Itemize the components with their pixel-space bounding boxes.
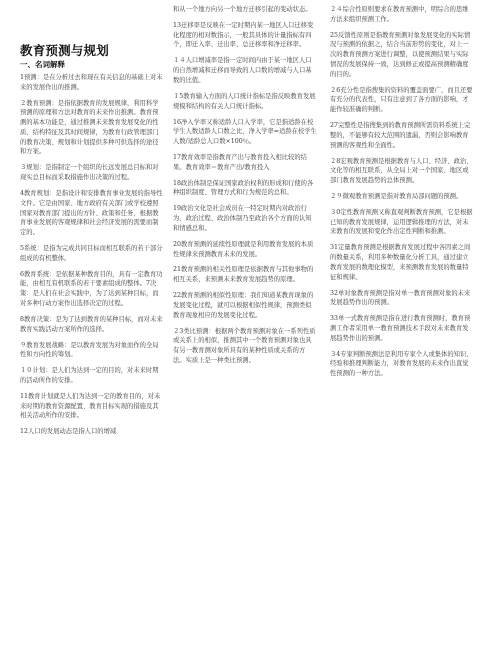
definition-paragraph: １４人口增减率是指一定时间内由于某一地区人口的自然增减和迁移而导致的人口数的增减与人口基数的比值。 [173,57,312,84]
definition-paragraph: ３规划：是指制定一个组织的长远发展总目标和对现实总目标而采取措施作出决策的过程。 [20,164,159,182]
definition-paragraph: 6教育系统：是依据某种教育目的，具有一定教育功能，由相互有机联系的若干要素组成的整体。7决策：是人们在社会实践中，为了达到某种目标，而对多种行动方案作出选择决定的过程。 [20,270,163,307]
definition-paragraph: ３0定性教育预测又称直观判断教育预测，它是根据已知的教育发展规律，运用逻辑推理的方法，对未来教育的发展和变化作出定性判断和推测。 [330,208,473,236]
definition-paragraph: 19政治文化是社会成员在一特定时期内对政治行为、政治过程、政治体制乃至政治各个方面的认知和情感总和。 [173,205,312,232]
definition-paragraph: 21教育预测的相关性原理是依据教育与其他事物的相互关系，来预测未来教育发展趋势的原理。 [173,266,314,284]
definition-paragraph: 22教育预测的相似性原理：我们知道某教育现象的发展变化过程，就可以根据相似性规律，预测类似教育现象相应的发展变化过程。 [173,292,314,319]
definition-paragraph: 和从一个地方向另一个地方迁移引起的变动状态。 [173,6,312,13]
definition-paragraph: 5系统：是指为完成共同目标而相互联系的若干部分组成的有机整体。 [20,245,163,262]
definition-paragraph: 31定量教育预测是根据教育发展过程中各因素之间的数量关系，利用多种数量化分析工具，通过建立教育发展的数理化模型，来预测教育发展的数量特征和规律。 [330,244,471,281]
definition-paragraph: １5教育输入方面的人口统计指标是指反映教育发展规模和结构的有关人口统计指标。 [173,92,316,110]
definition-paragraph: ２教育预测：是指依据教育的发展规律，利用科学预测的原理和方法对教育的未来作出推测。教育预测的基本功能是，通过推测未来教育发展变化的性质、结构特征及其时间规律，为教育行政管理部门的教育决策、规划和计划提供多种可供选择的途径和方案。 [20,99,159,156]
definition-paragraph: 4教育规划：是指设计和安排教育事业发展的指导性文件。它是由国家、地方政府有关部门或学校遵照国家对教育部门提出的方针、政策和任务，根据教育事业发展的客观规律和社会经济发展的需要而制定的。 [20,190,163,237]
definition-paragraph: ２3类比预测：根据两个教育预测对象在一系列性质或关系上的相似，推测其中一个教育预测对象也具有另一教育测对象所具有的某种性质或关系的方法。实质上是一种类比预测。 [173,327,316,364]
definition-paragraph: 33单一式教育预测是指在进行教育预测时，教育预测工作者采用单一教育预测技术手段对未来教育发展趋势作出的预测。 [330,315,471,342]
definition-paragraph: 27完整性是指搜集到的教育预测所需资料系统上完整的，不能够有较大范围的遗漏，否则会影响教育预测的客观性和全面性。 [330,122,471,149]
definition-paragraph: １０计划：是人们为达到一定的目的，对未来时期的活动所作的安排。 [20,367,159,384]
text-column-1 [20,73,164,443]
definition-paragraph: ３4专家判断预测法是利用专家个人或集体的知识、经验和推理判断能力，对教育发展的未来作出直觉性预测的一种方法。 [330,350,473,378]
definition-paragraph: 18政治体制是保证国家政治权利的形成和行使的各种组织制度、管理方式和行为规范的总和。 [173,179,314,197]
definition-paragraph: 16净入学率又称适龄人口入学率，它是指适龄在校学生人数适龄人口数之比，净入学率=适龄在校学生人数/适龄总人口数×100％。 [173,118,317,145]
definition-paragraph: ９教育发展战略：是以教育发展为对象而作的全局性和方向性的筹划。 [20,341,159,359]
definition-paragraph: 8教育决策：是为了达到教育的某种目标，而对未来教育实践活动方案所作的选择。 [20,315,163,333]
definition-paragraph: 20教育预测的延续性原理就是利用教育发展的本质性规律来预测教育未来的发展。 [173,240,314,258]
definition-paragraph: 11教育计划就是人们为达到一定的教育目的，对未来时期的教育资源配置、教育目标实现的措施及其相关活动所作的安排。 [20,392,161,420]
text-column-3 [330,5,474,385]
definition-paragraph: 12人口的发展动态是指人口的增减 [20,428,117,436]
definition-paragraph: 17教育效率是指教育产出与教育投入相比较的结果。教育效率＝教育产出/教育投入 [173,153,307,171]
definition-paragraph: ２９微观教育预测是指对教育局部问题的预测。 [330,192,463,200]
definition-paragraph: 32单对象教育预测是指对单一教育预测对象的未来发展趋势作出的预测。 [330,289,471,307]
page-title: 教育预测与规划 [20,43,109,58]
section-heading: 一、名词解释 [20,60,65,69]
definition-paragraph: ２6充分性是指搜集的资料的覆盖面要广，而且还要有充分的代表性，只有注意到了各方面的影响，才能作较准确的判断。 [330,86,473,114]
text-column-2 [173,5,317,372]
definition-paragraph: 1预测：是在分析过去和现在有关信息的基础上对未来的发展作出的推测。 [20,74,163,91]
definition-paragraph: ２8宏观教育预测是根据教育与人口、经济、政治、文化等的相互联系，从全局上对一个国家、地区或部门教育发展趋势的总体预测。 [330,157,473,184]
definition-paragraph: ２４综合性原则要求在教育预测中，明综合的思维方法来组织预测工作。 [330,6,469,23]
definition-paragraph: 25反馈性原则是指教育预测对象发展变化的实际情况与预测的依据之，结合当前形势的变化，对上一次的教育预测方案进行调整，以使预测结果与实际情况的发展保持一致，达到修正或提高预测精确度的目的。 [330,31,471,78]
definition-paragraph: 13迁移率是反映在一定时期内某一地区人口迁移变化程度的相对数指示，一般其具体的计量指标有四个，即迁入率、迁出率、总迁移率和净迁移率。 [173,21,314,49]
